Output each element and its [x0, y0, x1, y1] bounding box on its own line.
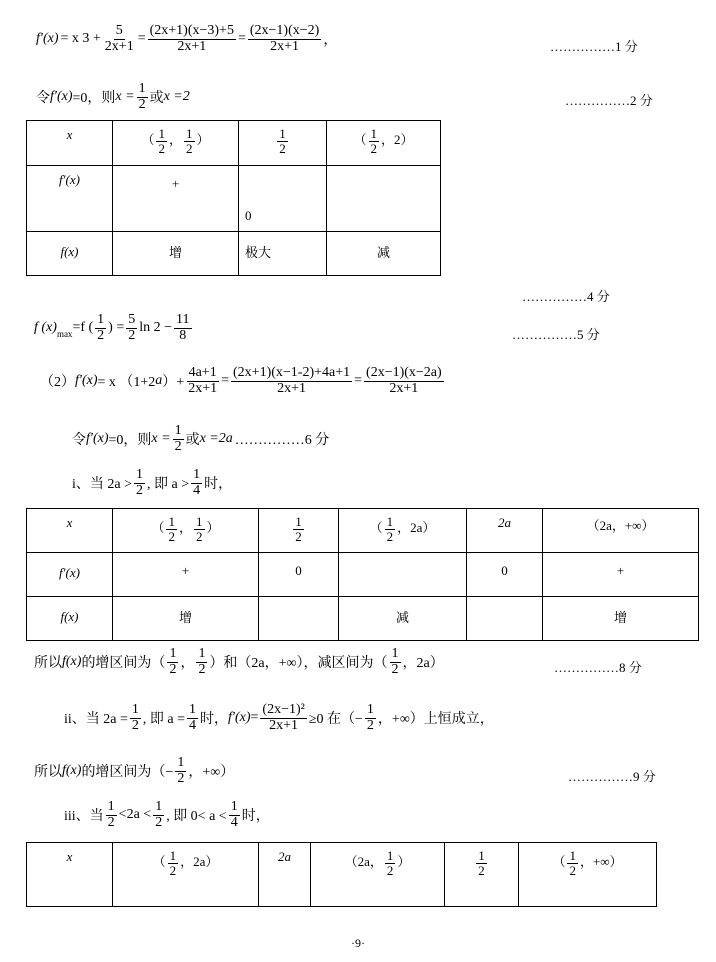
monotonic-table-1 — [26, 120, 441, 276]
score-5: ……………5 分 — [512, 327, 600, 342]
score-9: ……………9 分 — [568, 769, 656, 784]
derivative-line-1 — [36, 24, 337, 54]
case-ii: ii、当 2a = $\frac{1}{2}$ , 即 a = $\frac{1}{4}$ 时， f′(x) = $\frac{\text{(2x−1)²}}{2x+1}$ ≥0 在（− $\frac{1}{2}$ ，+∞）上恒成立， — [64, 702, 494, 733]
eq-segment: = x 3 + — [60, 31, 101, 47]
table-cell-increase: 增 — [113, 232, 239, 276]
table-cell-plus: + — [113, 166, 239, 232]
set-zero-line-1: 令 f′(x) =0，则 x = $\frac{1}{2}$ 或 x =2 — [36, 81, 190, 112]
table-header-x: x — [27, 121, 113, 166]
table-cell-empty — [327, 166, 441, 232]
fraction-half: $\frac{1}{2}$ — [138, 81, 146, 112]
set-zero-line-2: 令 f′(x) =0，则 x = $\frac{1}{2}$ 或 x =2a ……………6 分 — [72, 423, 330, 454]
eq-sign: = — [237, 31, 246, 47]
case-i: i、当 2a > $\frac{1}{2}$ , 即 a > $\frac{1}{4}$ 时， — [72, 467, 233, 498]
page-number: ·9· — [351, 936, 365, 950]
table-header-interval-1: （ $\frac{1}{2}$ ， $\frac{1}{2}$ ） — [113, 121, 239, 166]
score-1: ……………1 分 — [550, 39, 638, 54]
table-cell-max: 极大 — [239, 232, 327, 276]
monotonic-table-3: x （ $\frac{1}{2}$ ，2a） 2a （2a， $\frac{1}{2}$ ） $\frac{1}{2}$ （ $\frac{1}{2}$ ，+∞） — [26, 842, 657, 907]
eq-sign: = — [137, 31, 146, 47]
case-iii: iii、当 $\frac{1}{2}$ <2a < $\frac{1}{2}$ , 即 0< a < $\frac{1}{4}$ 时， — [64, 799, 270, 830]
table-header-interval-2: （ $\frac{1}{2}$ ，2） — [327, 121, 441, 166]
score-2: ……………2 分 — [565, 93, 653, 108]
score-6: ……………6 分 — [234, 433, 330, 449]
table-row-fprime: f′(x) — [27, 166, 113, 232]
table-cell-zero: 0 — [239, 166, 327, 232]
table-cell-decrease: 减 — [327, 232, 441, 276]
monotonic-table-2: x （ $\frac{1}{2}$ ， $\frac{1}{2}$ ） $\frac{1}{2}$ （ $\frac{1}{2}$ ，2a） 2a （2a，+∞） f′(x) + 0 0 + f(x) 增 减 增 — [26, 508, 699, 641]
result-2: 所以 f(x) 的增区间为（− $\frac{1}{2}$ ，+∞） — [34, 755, 235, 786]
result-1: 所以 f(x) 的增区间为（ $\frac{1}{2}$ ， $\frac{1}{2}$ ）和（2a，+∞），减区间为（ $\frac{1}{2}$ ，2a） — [34, 646, 444, 677]
table-row-f: f(x) — [27, 232, 113, 276]
table-header-point: $\frac{1}{2}$ — [239, 121, 327, 166]
score-4: ……………4 分 — [522, 289, 610, 304]
fraction-expanded: $\frac{(2x+1)(x-3)+5}{2x+1}$ — [149, 23, 234, 54]
fraction-factored: $\frac{(2x-1)(x-2)}{2x+1}$ — [249, 23, 320, 54]
max-value-line: f (x) max =f ( $\frac{1}{2}$ ) = $\frac{5}{2}$ ln 2 − $\frac{11}{8}$ — [34, 312, 190, 343]
score-8: ……………8 分 — [554, 660, 642, 675]
fprime-lhs: f′(x) — [36, 31, 59, 47]
part2-derivative: （2） f′(x) = x （1+2 a ）+ $\frac{4a+1}{2x+1}$ = $\frac{(2x+1)(x-1-2)+4a+1}{2x+1}$ = $\frac{(2x-1)(x-2a)}{2x+1}$ — [40, 365, 442, 396]
fraction-5: $\frac{5}{2x+1}$ — [104, 23, 134, 54]
comma: ， — [323, 33, 338, 49]
